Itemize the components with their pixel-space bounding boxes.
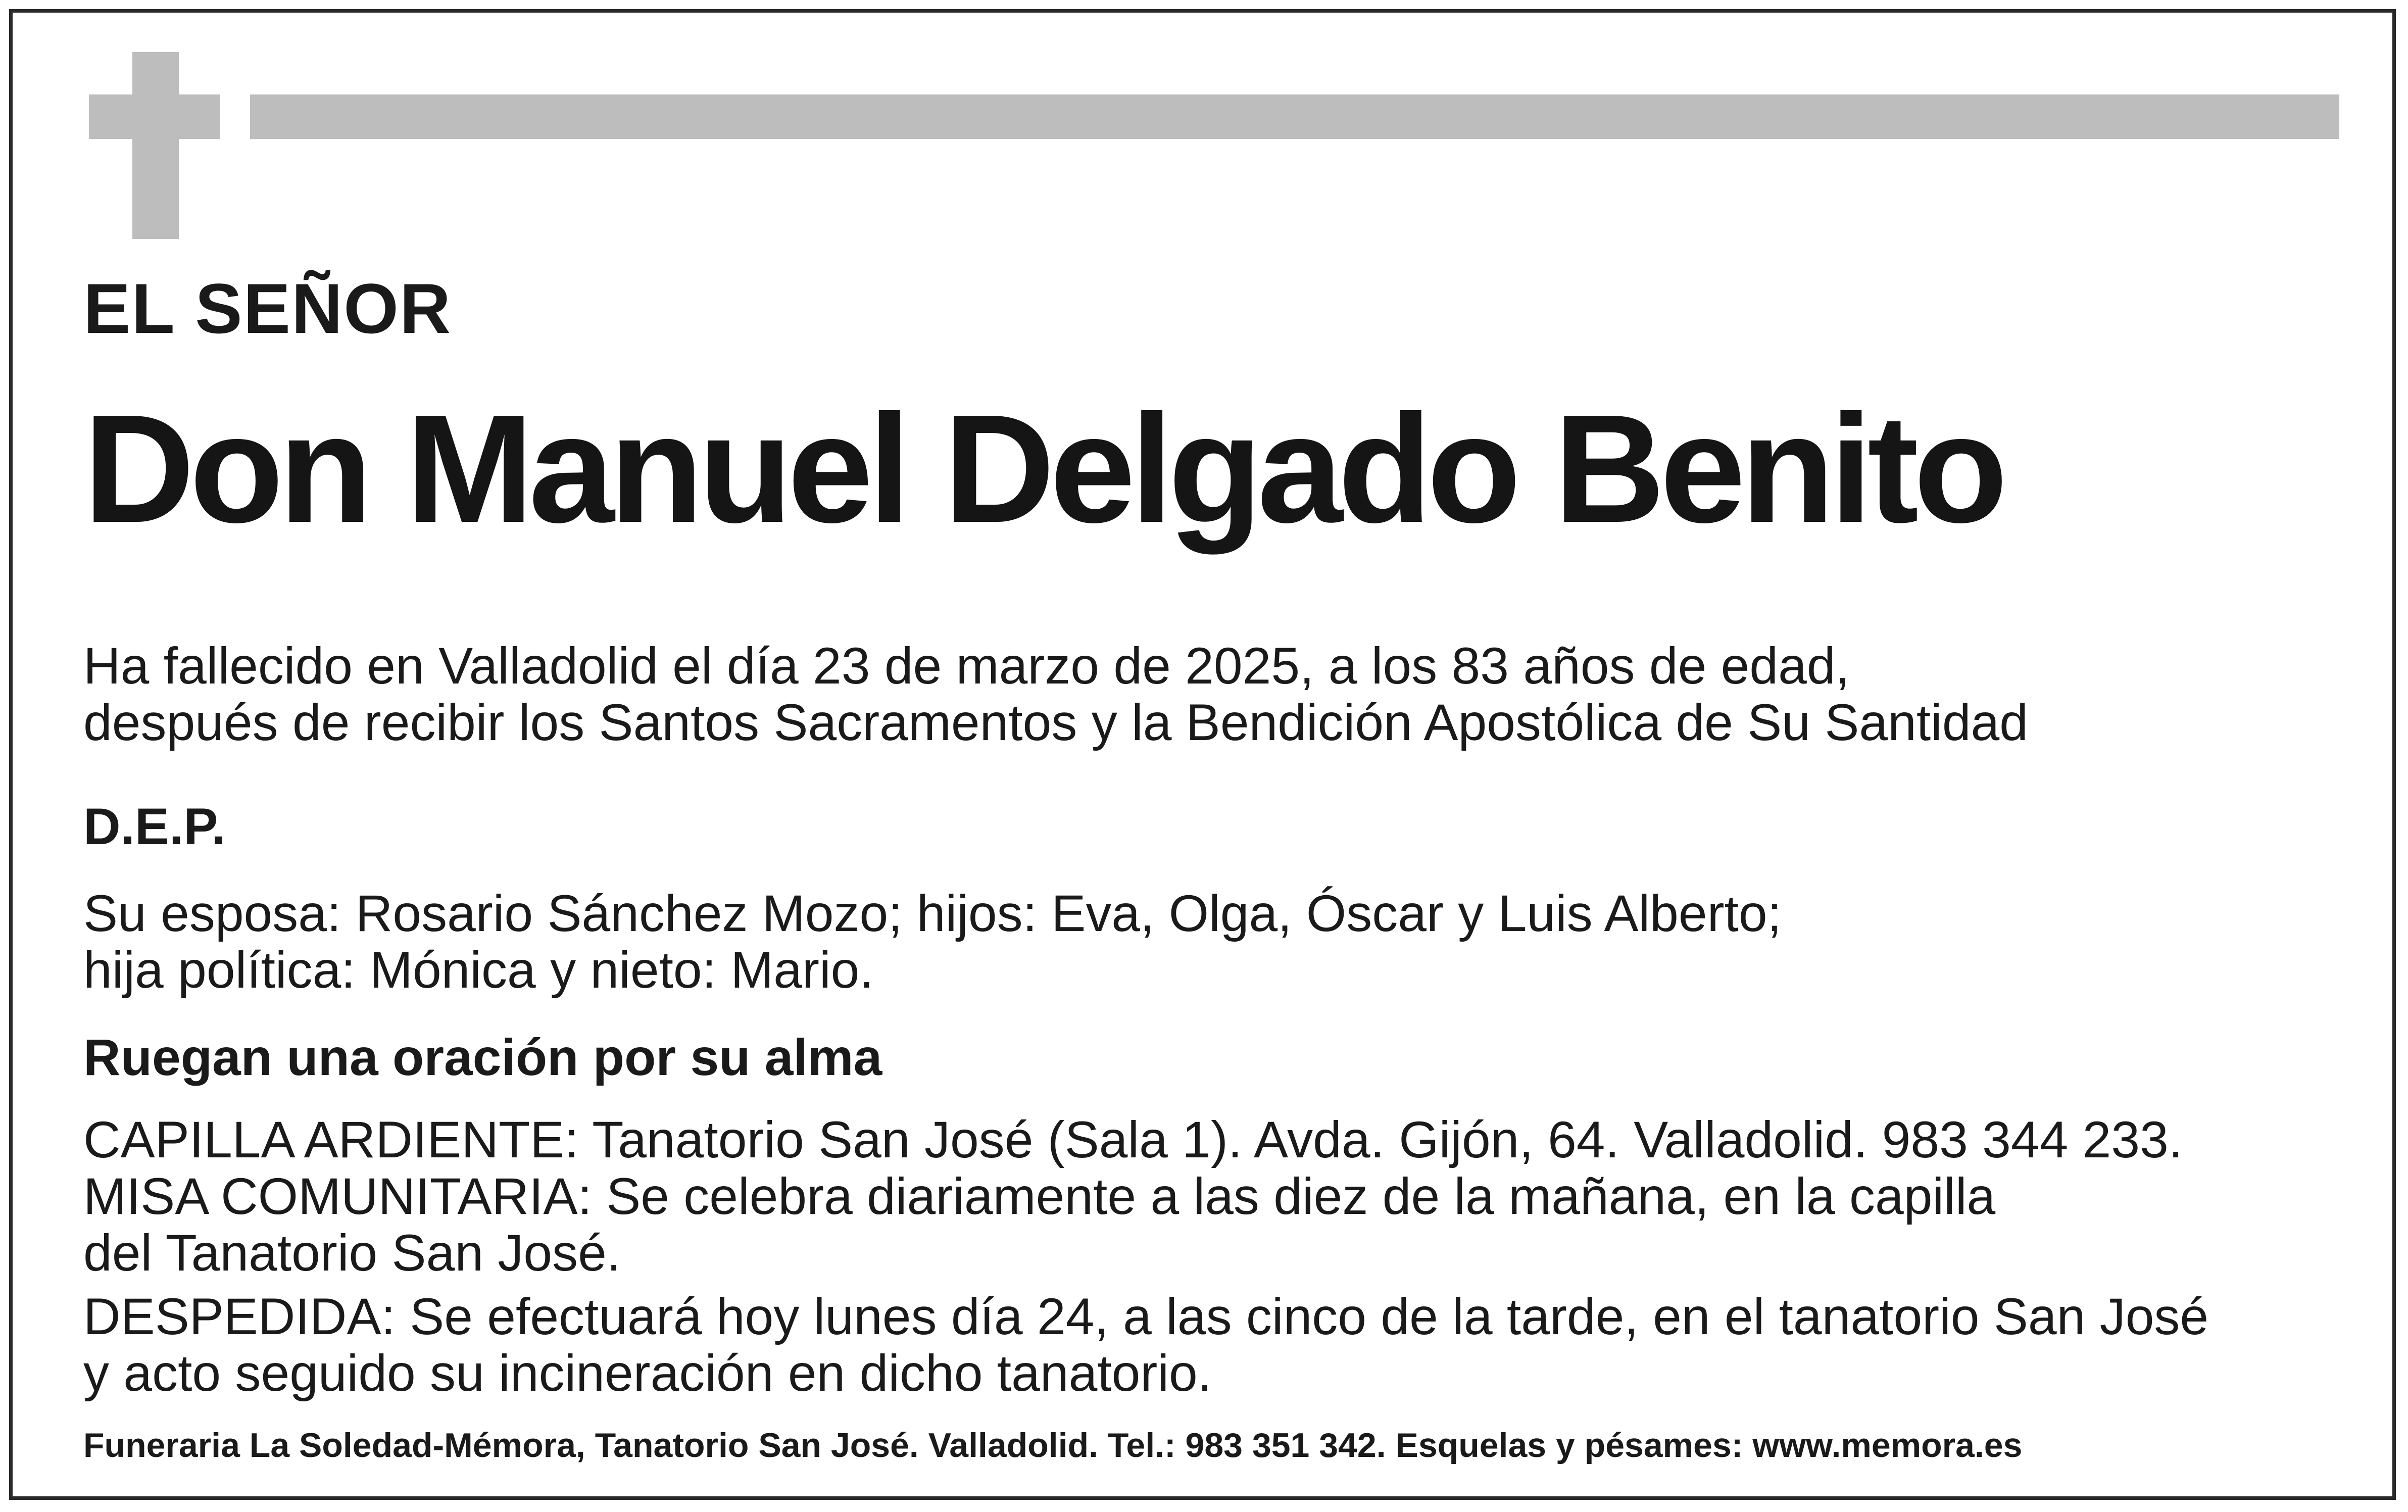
service-misa-line-2: del Tanatorio San José. [83, 1224, 621, 1282]
announcement-line-1: Ha fallecido en Valladolid el día 23 de marzo de 2025, a los 83 años de edad, [83, 637, 1850, 695]
funeral-home-footer: Funeraria La Soledad-Mémora, Tanatorio San José. Valladolid. Tel.: 983 351 342. Esquelas y pésames: www.memora.es [83, 1426, 2023, 1465]
rip-label: D.E.P. [83, 798, 226, 855]
announcement-line-2: después de recibir los Santos Sacramentos y la Bendición Apostólica de Su Santidad [83, 694, 2029, 751]
prayer-request: Ruegan una oración por su alma [83, 1029, 882, 1086]
family-line-1: Su esposa: Rosario Sánchez Mozo; hijos: Eva, Olga, Óscar y Luis Alberto; [83, 885, 1782, 942]
service-misa-line-1: MISA COMUNITARIA: Se celebra diariamente a las diez de la mañana, en la capilla [83, 1167, 1996, 1225]
deceased-name: Don Manuel Delgado Benito [83, 382, 2003, 555]
cross-horizontal-bar [89, 94, 220, 139]
service-despedida-line-2: y acto seguido su incineración en dicho tanatorio. [83, 1344, 1212, 1402]
header-rule [250, 94, 2339, 139]
service-despedida-line-1: DESPEDIDA: Se efectuará hoy lunes día 24, a las cinco de la tarde, en el tanatorio San José [83, 1288, 2209, 1345]
family-line-2: hija política: Mónica y nieto: Mario. [83, 941, 874, 999]
honorific: EL SEÑOR [83, 269, 452, 348]
service-capilla: CAPILLA ARDIENTE: Tanatorio San José (Sala 1). Avda. Gijón, 64. Valladolid. 983 344 233. [83, 1111, 2183, 1168]
cross-vertical-bar [132, 52, 179, 239]
